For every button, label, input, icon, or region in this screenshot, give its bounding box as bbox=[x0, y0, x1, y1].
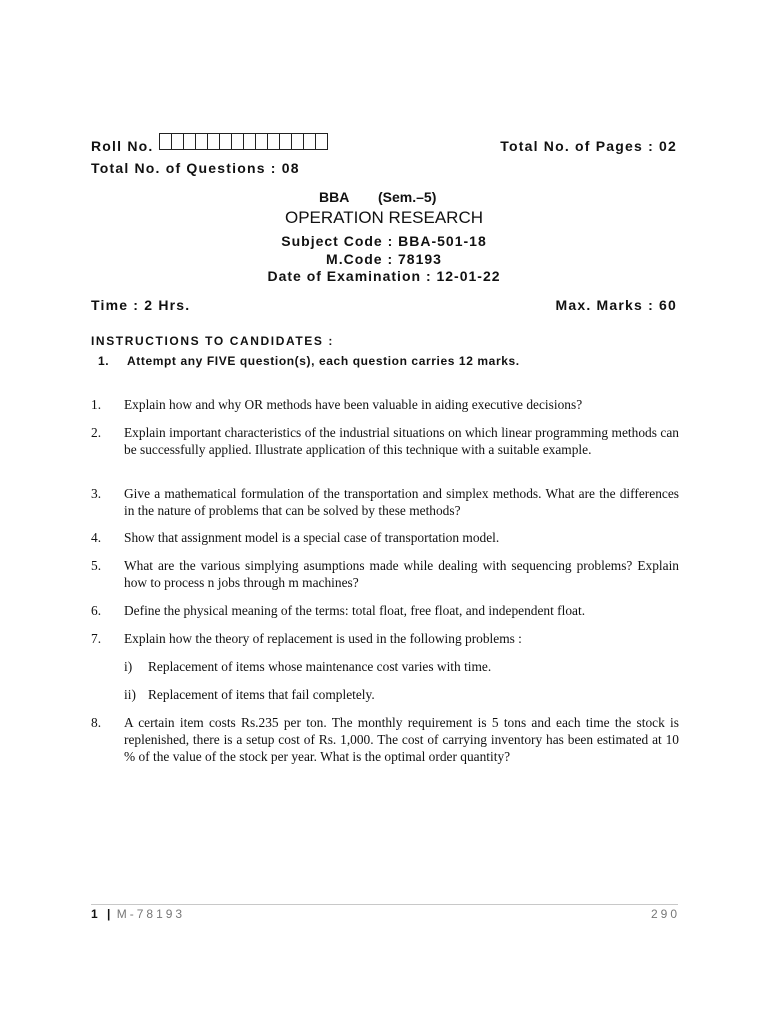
question-8 bbox=[91, 715, 679, 765]
instructions-title: INSTRUCTIONS TO CANDIDATES : bbox=[91, 334, 335, 348]
page-footer bbox=[91, 907, 185, 921]
roll-no-label: Roll No. bbox=[91, 138, 154, 154]
question-number: 5. bbox=[91, 558, 102, 573]
question-number: 3. bbox=[91, 486, 102, 501]
question-text: Explain important characteristics of the industrial situations on which linear programming methods can be successfully applied. Illustrate application of this technique with a suitable example. bbox=[124, 425, 679, 457]
subpart-number: i) bbox=[124, 659, 133, 674]
footer-number: 290 bbox=[650, 907, 680, 921]
footer-divider bbox=[91, 904, 678, 905]
question-number: 8. bbox=[91, 715, 102, 730]
subpart-text: Replacement of items whose maintenance cost varies with time. bbox=[148, 659, 492, 674]
question-text: Define the physical meaning of the terms: total float, free float, and independent float. bbox=[124, 603, 586, 618]
subpart-number: ii) bbox=[124, 687, 136, 702]
question-number: 2. bbox=[91, 425, 102, 440]
subject-title: OPERATION RESEARCH bbox=[284, 208, 484, 227]
question-number: 1. bbox=[91, 397, 102, 412]
roll-no-box[interactable] bbox=[315, 133, 328, 150]
max-marks: Max. Marks : 60 bbox=[555, 297, 677, 313]
total-questions: Total No. of Questions : 08 bbox=[91, 160, 300, 176]
exam-date: Date of Examination : 12-01-22 bbox=[267, 268, 501, 284]
question-text: Show that assignment model is a special case of transportation model. bbox=[124, 530, 500, 545]
question-7-subpart-i bbox=[124, 659, 491, 675]
instruction-text: Attempt any FIVE question(s), each question carries 12 marks. bbox=[127, 354, 520, 368]
question-4 bbox=[91, 530, 679, 547]
question-text: Explain how the theory of replacement is used in the following problems : bbox=[124, 631, 522, 646]
question-2 bbox=[91, 425, 679, 459]
question-number: 7. bbox=[91, 631, 102, 646]
subject-code: Subject Code : BBA-501-18 bbox=[281, 233, 487, 249]
semester: (Sem.–5) bbox=[378, 189, 437, 205]
question-number: 6. bbox=[91, 603, 102, 618]
total-pages: Total No. of Pages : 02 bbox=[500, 138, 677, 154]
question-text: What are the various simplying asumptions made while dealing with sequencing problems? Explain how to process n jobs through m machines? bbox=[124, 558, 679, 590]
question-5 bbox=[91, 558, 679, 592]
subpart-text: Replacement of items that fail completely. bbox=[148, 687, 375, 702]
exam-time: Time : 2 Hrs. bbox=[91, 297, 191, 313]
question-7 bbox=[91, 631, 679, 648]
question-text: Give a mathematical formulation of the transportation and simplex methods. What are the differences in the nature of problems that can be solved by these methods? bbox=[124, 486, 679, 518]
question-3 bbox=[91, 486, 679, 520]
footer-page-number: 1 bbox=[91, 907, 101, 921]
question-text: Explain how and why OR methods have been valuable in aiding executive decisions? bbox=[124, 397, 583, 412]
instruction-number: 1. bbox=[98, 354, 110, 368]
question-1 bbox=[91, 397, 679, 414]
question-7-subpart-ii bbox=[124, 687, 375, 703]
program: BBA bbox=[319, 189, 350, 205]
question-number: 4. bbox=[91, 530, 102, 545]
m-code: M.Code : 78193 bbox=[326, 251, 442, 267]
footer-code: M-78193 bbox=[116, 907, 186, 921]
footer-separator: | bbox=[107, 907, 111, 921]
question-6 bbox=[91, 603, 679, 620]
question-text: A certain item costs Rs.235 per ton. The monthly requirement is 5 tons and each time the stock is replenished, there is a setup cost of Rs. 1,000. The cost of carrying inventory has been estimated at 10 % of the value of the stock per year. What is the optimal order quantity? bbox=[124, 715, 679, 764]
roll-no-boxes[interactable] bbox=[159, 133, 327, 150]
